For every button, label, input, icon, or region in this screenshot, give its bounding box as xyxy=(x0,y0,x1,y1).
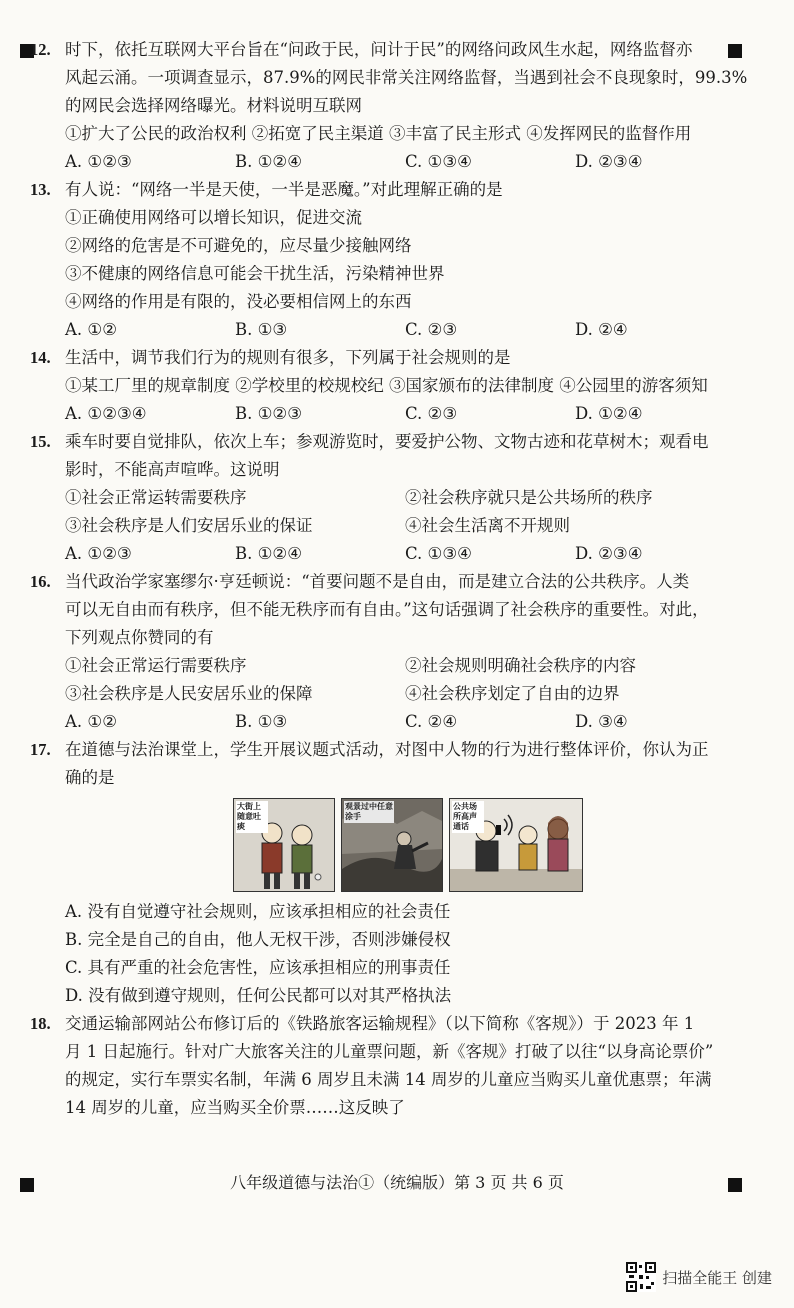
question-stem-line: 的规定，实行车票实名制，年满 6 周岁且未满 14 周岁的儿童应当购买儿童优惠票；年满 xyxy=(65,1070,712,1089)
question-stem-line: 生活中，调节我们行为的规则有很多，下列属于社会规则的是 xyxy=(65,348,511,367)
choice-c: C. 具有严重的社会危害性，应该承担相应的刑事责任 xyxy=(65,958,451,977)
choice-a: A. ①②③ xyxy=(65,544,132,563)
question-stem-line: 交通运输部网站公布修订后的《铁路旅客运输规程》（以下简称《客规》）于 2023 年 1 xyxy=(65,1014,695,1033)
question-option: ②社会规则明确社会秩序的内容 xyxy=(405,656,636,675)
answer-choices xyxy=(65,316,730,344)
question-option: ④网络的作用是有限的，没必要相信网上的东西 xyxy=(65,292,412,311)
choice-d: D. ②④ xyxy=(575,320,628,339)
choice-d: D. ②③④ xyxy=(575,544,643,563)
question-stem-line: 下列观点你赞同的有 xyxy=(65,628,214,647)
question-number: 14. xyxy=(30,348,51,367)
question-12 xyxy=(30,36,748,176)
choice-d: D. ③④ xyxy=(575,712,628,731)
question-stem-line: 在道德与法治课堂上，学生开展议题式活动，对图中人物的行为进行整体评价，你认为正 xyxy=(65,740,709,759)
figure-caption: 公共场所高声通话 xyxy=(452,801,484,833)
choice-d: D. 没有做到遵守规则，任何公民都可以对其严格执法 xyxy=(65,986,452,1005)
question-stem-line: 当代政治学家塞缪尔·亨廷顿说：“首要问题不是自由，而是建立合法的公共秩序。人类 xyxy=(65,572,690,591)
question-number: 13. xyxy=(30,180,51,199)
answer-choices xyxy=(65,148,730,176)
illustration-strip xyxy=(233,798,730,892)
choice-b: B. ①②④ xyxy=(235,544,302,563)
question-option: ②网络的危害是不可避免的，应尽量少接触网络 xyxy=(65,236,412,255)
question-options-line: ①某工厂里的规章制度 ②学校里的校规校纪 ③国家颁布的法律制度 ④公园里的游客须知 xyxy=(65,376,708,395)
choice-c: C. ①③④ xyxy=(405,544,472,563)
registration-mark-top-right xyxy=(728,44,742,58)
question-stem-line: 确的是 xyxy=(65,768,115,787)
question-option: ④社会秩序划定了自由的边界 xyxy=(405,684,620,703)
question-13 xyxy=(30,176,730,344)
choice-d: D. ②③④ xyxy=(575,152,643,171)
question-stem-line: 14 周岁的儿童，应当购买全价票……这反映了 xyxy=(65,1098,405,1117)
question-16 xyxy=(30,568,730,736)
question-option: ①社会正常运行需要秩序 xyxy=(65,656,247,675)
question-stem-line: 的网民会选择网络曝光。材料说明互联网 xyxy=(65,96,362,115)
choice-a: A. ①② xyxy=(65,712,117,731)
choice-c: C. ②③ xyxy=(405,320,458,339)
answer-choices xyxy=(65,540,730,568)
question-stem-line: 影时，不能高声喧哗。这说明 xyxy=(65,460,280,479)
choice-b: B. ①②③ xyxy=(235,404,302,423)
question-17 xyxy=(30,736,730,1010)
choice-c: C. ②③ xyxy=(405,404,458,423)
question-option: ①正确使用网络可以增长知识，促进交流 xyxy=(65,208,362,227)
question-stem-line: 风起云涌。一项调查显示，87.9%的网民非常关注网络监督，当遇到社会不良现象时，99.3% xyxy=(65,68,748,87)
choice-b: B. ①②④ xyxy=(235,152,302,171)
answer-choices xyxy=(65,400,730,428)
choice-b: B. ①③ xyxy=(235,320,288,339)
question-option: ③社会秩序是人们安居乐业的保证 xyxy=(65,516,313,535)
choice-c: C. ①③④ xyxy=(405,152,472,171)
question-stem-line: 时下，依托互联网大平台旨在“问政于民，问计于民”的网络问政风生水起，网络监督亦 xyxy=(65,40,693,59)
question-number: 15. xyxy=(30,432,51,451)
choice-d: D. ①②④ xyxy=(575,404,643,423)
scanner-watermark-text: 扫描全能王 创建 xyxy=(662,1268,772,1287)
question-14 xyxy=(30,344,730,428)
choice-c: C. ②④ xyxy=(405,712,458,731)
scanner-watermark xyxy=(626,1262,772,1292)
scenic-carving-icon xyxy=(341,798,443,892)
question-15 xyxy=(30,428,730,568)
exam-page xyxy=(30,36,748,1122)
choice-a: A. 没有自觉遵守社会规则，应该承担相应的社会责任 xyxy=(65,902,451,921)
question-18 xyxy=(30,1010,730,1122)
answer-choices xyxy=(65,708,730,736)
loud-phone-call-icon xyxy=(449,798,583,892)
choice-b: B. 完全是自己的自由，他人无权干涉，否则涉嫌侵权 xyxy=(65,930,451,949)
question-option: ①社会正常运转需要秩序 xyxy=(65,488,247,507)
choice-a: A. ①②③ xyxy=(65,152,132,171)
question-stem-line: 有人说：“网络一半是天使，一半是恶魔。”对此理解正确的是 xyxy=(65,180,503,199)
spitting-people-icon xyxy=(233,798,335,892)
question-stem-line: 乘车时要自觉排队，依次上车；参观游览时，要爱护公物、文物古迹和花草树木；观看电 xyxy=(65,432,709,451)
question-number: 18. xyxy=(30,1014,51,1033)
question-options-line: ①扩大了公民的政治权利 ②拓宽了民主渠道 ③丰富了民主形式 ④发挥网民的监督作用 xyxy=(65,124,692,143)
choice-a: A. ①② xyxy=(65,320,117,339)
figure-caption: 大街上随意吐痰 xyxy=(236,801,268,833)
question-stem-line: 可以无自由而有秩序，但不能无秩序而有自由。”这句话强调了社会秩序的重要性。对此， xyxy=(65,600,709,619)
qr-code-icon xyxy=(626,1262,656,1292)
figure-caption: 观景过中任意涂手 xyxy=(345,802,393,821)
choice-b: B. ①③ xyxy=(235,712,288,731)
question-option: ③社会秩序是人民安居乐业的保障 xyxy=(65,684,313,703)
question-option: ②社会秩序就只是公共场所的秩序 xyxy=(405,488,653,507)
question-number: 12. xyxy=(30,40,51,59)
question-stem-line: 月 1 日起施行。针对广大旅客关注的儿童票问题，新《客规》打破了以往“以身高论票价” xyxy=(65,1042,714,1061)
question-options xyxy=(65,484,730,540)
question-number: 17. xyxy=(30,740,51,759)
question-option: ③不健康的网络信息可能会干扰生活，污染精神世界 xyxy=(65,264,445,283)
question-number: 16. xyxy=(30,572,51,591)
question-option: ④社会生活离不开规则 xyxy=(405,516,570,535)
choice-a: A. ①②③④ xyxy=(65,404,147,423)
question-options xyxy=(65,652,730,708)
page-footer: 八年级道德与法治①（统编版）第 3 页 共 6 页 xyxy=(230,1173,564,1192)
